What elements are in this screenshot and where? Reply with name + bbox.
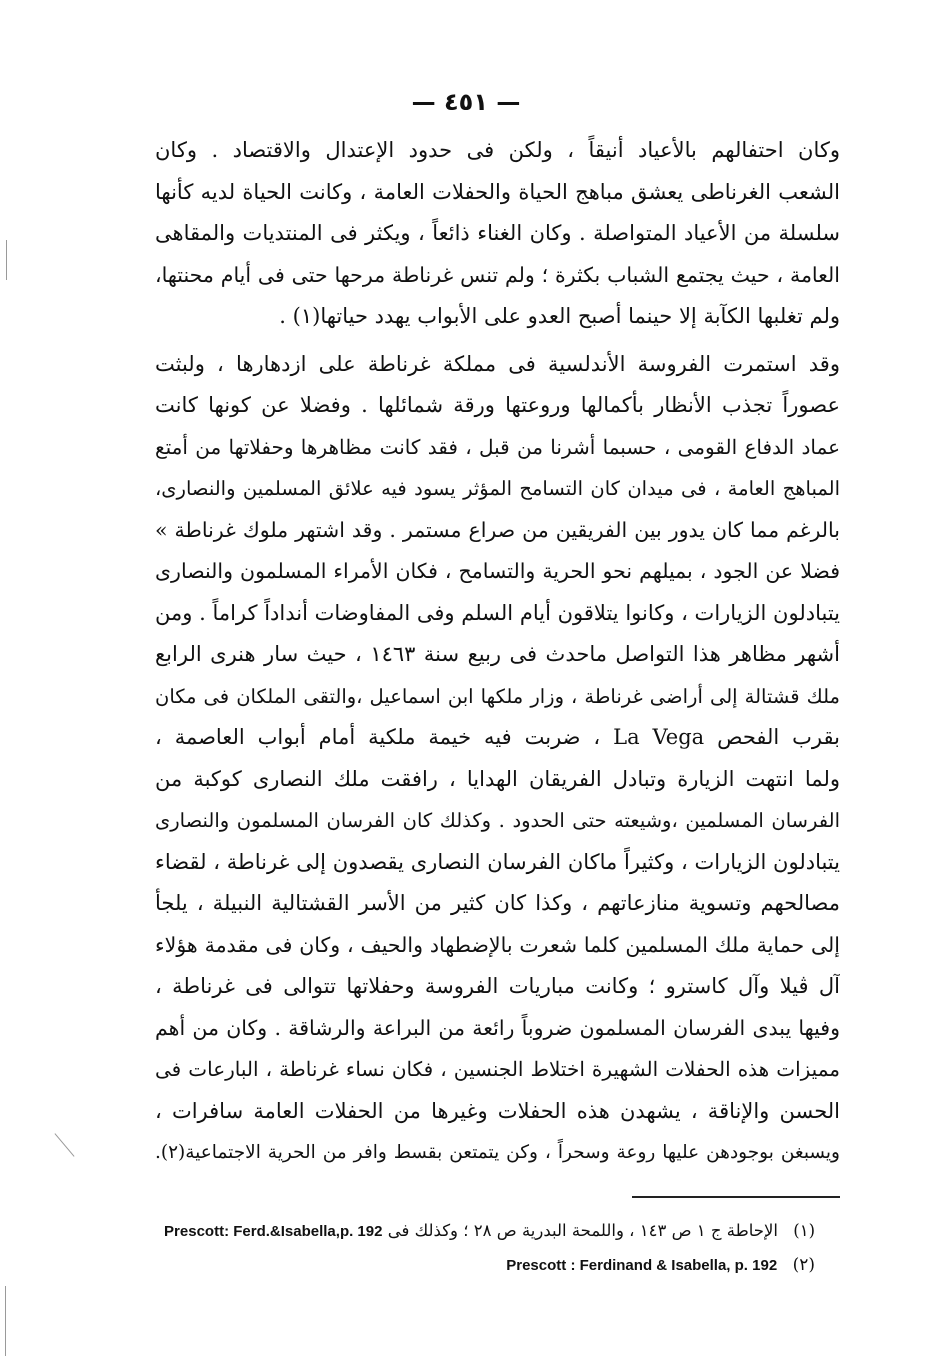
text-line: ملك قشتالة إلى أراضى غرناطة ، وزار ملكها ابن اسماعيل ،والتقى الملكان فى مكان — [155, 684, 840, 708]
text-line: وفيها يبدى الفرسان المسلمون ضروباً رائعة من البراعة والرشاقة . وكان من أهم — [155, 1015, 840, 1040]
text-line: عصوراً تجذب الأنظار بأكمالها وروعتها ورقة شمائلها . وفضلا عن كونها كانت — [155, 393, 840, 417]
text-line: سلسلة من الأعياد المتواصلة . وكان الغناء ذائعاً ، ويكثر فى المنتديات والمقاهى — [155, 221, 840, 245]
footnote-citation: Prescott: Ferd.&Isabella,p. 192 — [164, 1223, 383, 1240]
footnote-marker: (١) — [793, 1221, 815, 1240]
text-line: يتبادلون الزيارات ، وكانوا يتلاقون أيام السلم وفى المفاوضات أنداداً كراماً . ومن — [155, 600, 840, 625]
body-text — [155, 130, 840, 1174]
text-line: عماد الدفاع القومى ، حسبما أشرنا من قبل ، فقد كانت مظاهرها وحفلاتها من أمتع — [155, 434, 840, 459]
text-line: مميزات هذه الحفلات الشهيرة اختلاط الجنسين ، فكان نساء غرناطة ، البارعات فى — [155, 1057, 840, 1081]
text-line: فضلا عن الجود ، بميلهم نحو الحرية والتسامح ، فكان الأمراء المسلمون والنصارى — [155, 559, 840, 583]
text-line: آل ڤيلا وآل كاسترو ؛ وكانت مباريات الفروسة وحفلاتها تتوالى فى غرناطة ، — [155, 974, 840, 998]
text-line: مصالحهم وتسوية منازعاتهم ، وكذا كان كثير من الأسر القشتالية النبيلة ، يلجأ — [155, 891, 840, 915]
text-line: وقد استمرت الفروسة الأندلسية فى مملكة غرناطة على ازدهارها ، ولبثت — [155, 351, 840, 376]
footnote-marker: (٢) — [792, 1255, 815, 1275]
text-line: بالرغم مما كان يدور بين الفريقين من صراع مستمر . وقد اشتهر ملوك غرناطة » — [155, 517, 840, 542]
text-line: الحسن والإناقة ، يشهدن هذه الحفلات وغيرها من الحفلات العامة سافرات ، — [155, 1098, 840, 1123]
text-line: أشهر مظاهر هذا التواصل ماحدث فى ربيع سنة ١٤٦٣ ، حيث سار هنرى الرابع — [155, 642, 840, 666]
text-line: العامة ، حيث يجتمع الشباب بكثرة ؛ ولم تنس غرناطة مرحها حتى فى أيام محنتها، — [155, 262, 840, 287]
footnote-separator — [632, 1196, 840, 1198]
scan-artifact — [5, 1286, 6, 1356]
text-line: إلى حماية ملك المسلمين كلما شعرت بالإضطهاد والحيف ، وكان فى مقدمة هؤلاء — [155, 932, 840, 957]
text-line: الفرسان المسلمين ،وشيعته حتى الحدود . وكذلك كان الفرسان المسلمون والنصارى — [155, 809, 840, 832]
footnote-2 — [158, 1248, 815, 1282]
footnotes — [158, 1214, 815, 1282]
text-line: بقرب الفحص La Vega ، ضربت فيه خيمة ملكية أمام أبواب العاصمة ، — [155, 725, 840, 749]
text-line: وكان احتفالهم بالأعياد أنيقاً ، ولكن فى حدود الإعتدال والاقتصاد . وكان — [155, 138, 840, 162]
footnote-text: الإحاطة ج ١ ص ١٤٣ ، واللمحة البدرية ص ٢٨ ؛ وكذلك فى — [387, 1221, 778, 1240]
scan-artifact — [54, 1133, 74, 1157]
paragraph-2 — [155, 344, 840, 1174]
paragraph-1 — [155, 130, 840, 338]
text-line: يتبادلون الزيارات ، وكثيراً ماكان الفرسان النصارى يقصدون إلى غرناطة ، لقضاء — [155, 849, 840, 874]
page-number: — ٤٥١ — — [411, 88, 521, 116]
footnote-citation: Prescott : Ferdinand & Isabella, p. 192 — [506, 1257, 778, 1274]
text-line: الشعب الغرناطى يعشق مباهج الحياة والحفلات العامة ، وكانت الحياة لديه كأنها — [155, 179, 840, 204]
text-line: ويسبغن بوجودهن عليها روعة وسحراً ، وكن يتمتعن بقسط وافر من الحرية الاجتماعية(٢). — [155, 1142, 840, 1163]
scan-artifact — [6, 240, 7, 280]
text-line: ولم تغلبها الكآبة إلا حينما أصبح العدو على الأبواب يهدد حياتها(١) . — [279, 304, 840, 328]
text-line: المباهج العامة ، فى ميدان كان التسامح المؤثر يسود فيه علائق المسلمين والنصارى، — [155, 477, 840, 500]
footnote-1 — [158, 1214, 815, 1248]
text-line: ولما انتهت الزيارة وتبادل الفريقان الهدايا ، رافقت ملك النصارى كوكبة من — [155, 766, 840, 791]
